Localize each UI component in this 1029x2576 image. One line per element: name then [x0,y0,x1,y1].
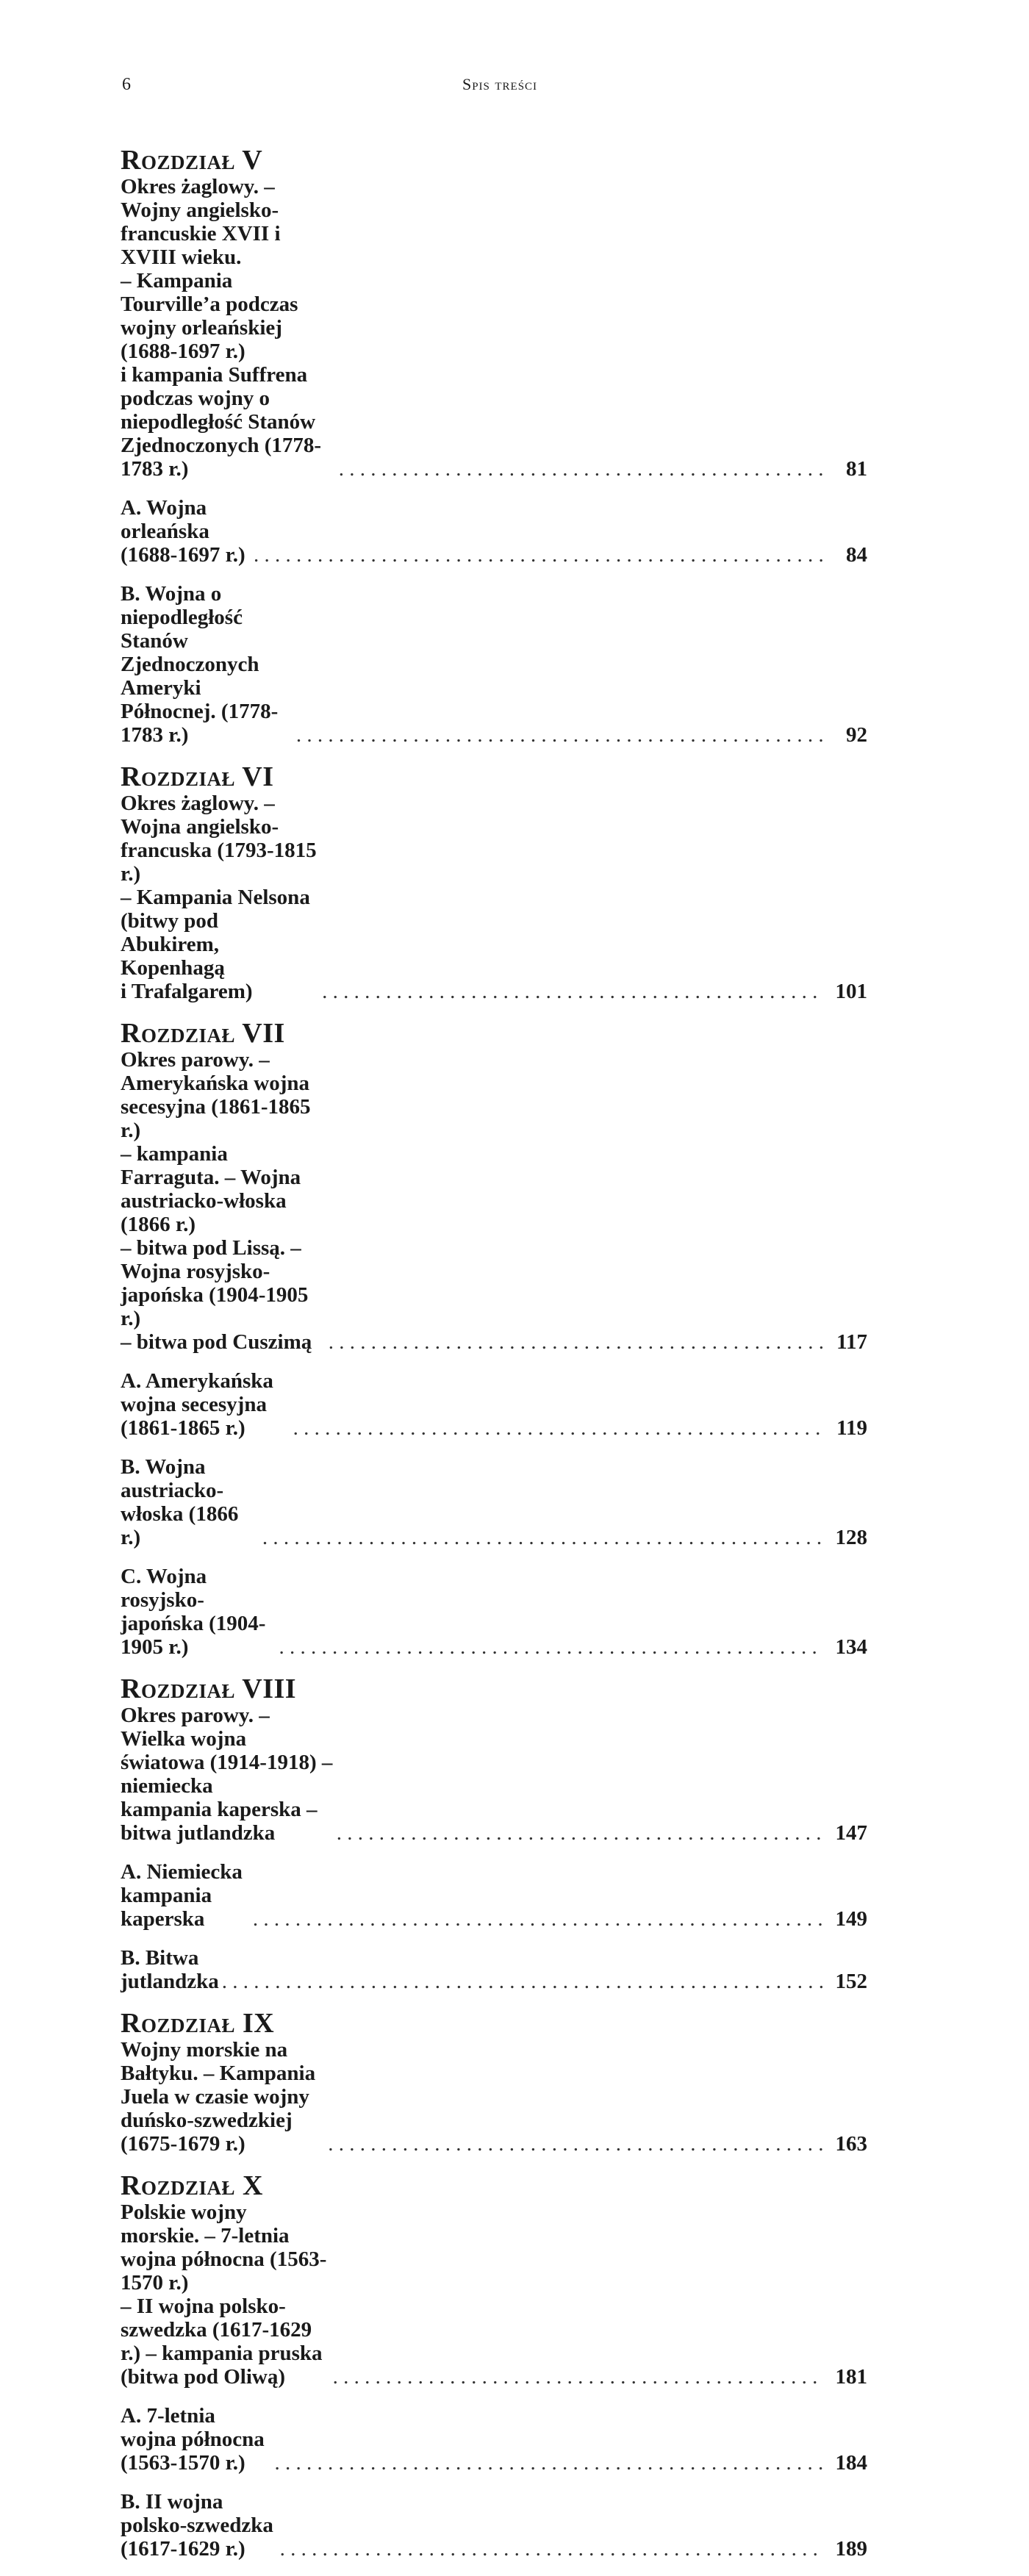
entry-page: 92 [846,723,867,747]
toc-entry[interactable] [121,1565,867,1659]
entry-title: A. Niemiecka kampania kaperska [121,1860,243,1931]
entry-title: Okres parowy. – Wielka wojna światowa (1914-1918) – niemiecka kampania kaperska – bitwa jutlandzka [121,1704,333,1845]
chapter-heading: Rozdział IX [121,2008,275,2039]
entry-page: 189 [835,2537,867,2561]
running-head: Spis treści [462,75,538,93]
dot-leader [322,980,823,1003]
chapter-x [121,2171,867,2561]
dot-leader [279,1635,823,1659]
toc-entry[interactable] [121,2038,867,2156]
entry-page: 149 [835,1907,867,1931]
entry-page: 128 [835,1526,867,1549]
chapter-heading: Rozdział VI [121,761,274,792]
chapter-heading: Rozdział VIII [121,1673,297,1704]
dot-leader [337,1821,823,1845]
chapter-vii [121,1019,867,1659]
toc-entry[interactable] [121,2200,867,2389]
chapter-heading: Rozdział V [121,145,263,176]
dot-leader [253,1907,823,1931]
chapter-vi [121,762,867,1003]
toc-entry[interactable] [121,1946,867,1993]
entry-title: B. Bitwa jutlandzka [121,1946,219,1993]
entry-title: B. Wojna o niepodległość Stanów Zjednoczonych Ameryki Północnej. (1778-1783 r.) [121,582,279,747]
dot-leader [339,457,823,481]
entry-page: 134 [835,1635,867,1659]
dot-leader [254,543,823,567]
dot-leader [262,1526,823,1549]
toc-entry[interactable] [121,792,867,1003]
entry-title: A. 7-letnia wojna północna (1563-1570 r.) [121,2404,265,2475]
entry-page: 147 [835,1821,867,1845]
chapter-heading: Rozdział X [121,2170,263,2201]
toc-entry[interactable] [121,2404,867,2475]
entry-title: Polskie wojny morskie. – 7-letnia wojna północna (1563-1570 r.) – II wojna polsko-szwedzka (1617-1629 r.) – kampania pruska (bitwa pod Oliwą) [121,2200,327,2389]
dot-leader [280,2537,823,2561]
entry-title: B. II wojna polsko-szwedzka (1617-1629 r.) [121,2490,273,2561]
dot-leader [328,2132,823,2156]
entry-page: 163 [835,2132,867,2156]
entry-page: 181 [835,2365,867,2389]
toc-entry[interactable] [121,1860,867,1931]
toc-entry[interactable] [121,1369,867,1440]
dot-leader [274,2451,823,2475]
entry-page: 152 [835,1970,867,1993]
entry-page: 119 [836,1416,867,1440]
chapter-viii [121,1674,867,1993]
entry-title: Okres parowy. – Amerykańska wojna secesyjna (1861-1865 r.) – kampania Farraguta. – Wojna austriacko-włoska (1866 r.) – bitwa pod Lissą. – Wojna rosyjsko-japońska (1904-1905 r.) – bitwa pod Cuszimą [121,1048,312,1354]
chapter-ix [121,2009,867,2156]
entry-page: 101 [835,980,867,1003]
entry-page: 81 [846,457,867,481]
toc-entry[interactable] [121,496,867,567]
toc-entry[interactable] [121,175,867,481]
entry-page: 84 [846,543,867,567]
toc-entry[interactable] [121,2490,867,2561]
entry-page: 117 [836,1330,867,1354]
dot-leader [296,723,823,747]
chapter-v [121,146,867,747]
toc-entry[interactable] [121,582,867,747]
table-of-contents [121,146,867,2576]
page-number: 6 [122,75,131,94]
entry-title: Wojny morskie na Bałtyku. – Kampania Juela w czasie wojny duńsko-szwedzkiej (1675-1679 r.) [121,2038,316,2156]
dot-leader [329,1330,823,1354]
dot-leader [222,1970,823,1993]
toc-entry[interactable] [121,1704,867,1845]
entry-title: B. Wojna austriacko-włoska (1866 r.) [121,1455,239,1549]
dot-leader [293,1416,823,1440]
entry-title: A. Wojna orleańska (1688-1697 r.) [121,496,245,567]
entry-title: A. Amerykańska wojna secesyjna (1861-1865 r.) [121,1369,273,1440]
entry-title: Okres żaglowy. – Wojna angielsko-francuska (1793-1815 r.) – Kampania Nelsona (bitwy pod Abukirem, Kopenhagą i Trafalgarem) [121,792,317,1003]
toc-entry[interactable] [121,1048,867,1354]
entry-title: Okres żaglowy. – Wojny angielsko-francuskie XVII i XVIII wieku. – Kampania Tourville’a podczas wojny orleańskiej (1688-1697 r.) i kampania Suffrena podczas wojny o niepodległość Stanów Zjednoczonych (1778-1783 r.) [121,175,322,481]
entry-title: C. Wojna rosyjsko-japońska (1904-1905 r.) [121,1565,266,1659]
chapter-heading: Rozdział VII [121,1018,285,1049]
toc-entry[interactable] [121,1455,867,1549]
entry-page: 184 [835,2451,867,2475]
dot-leader [333,2365,823,2389]
